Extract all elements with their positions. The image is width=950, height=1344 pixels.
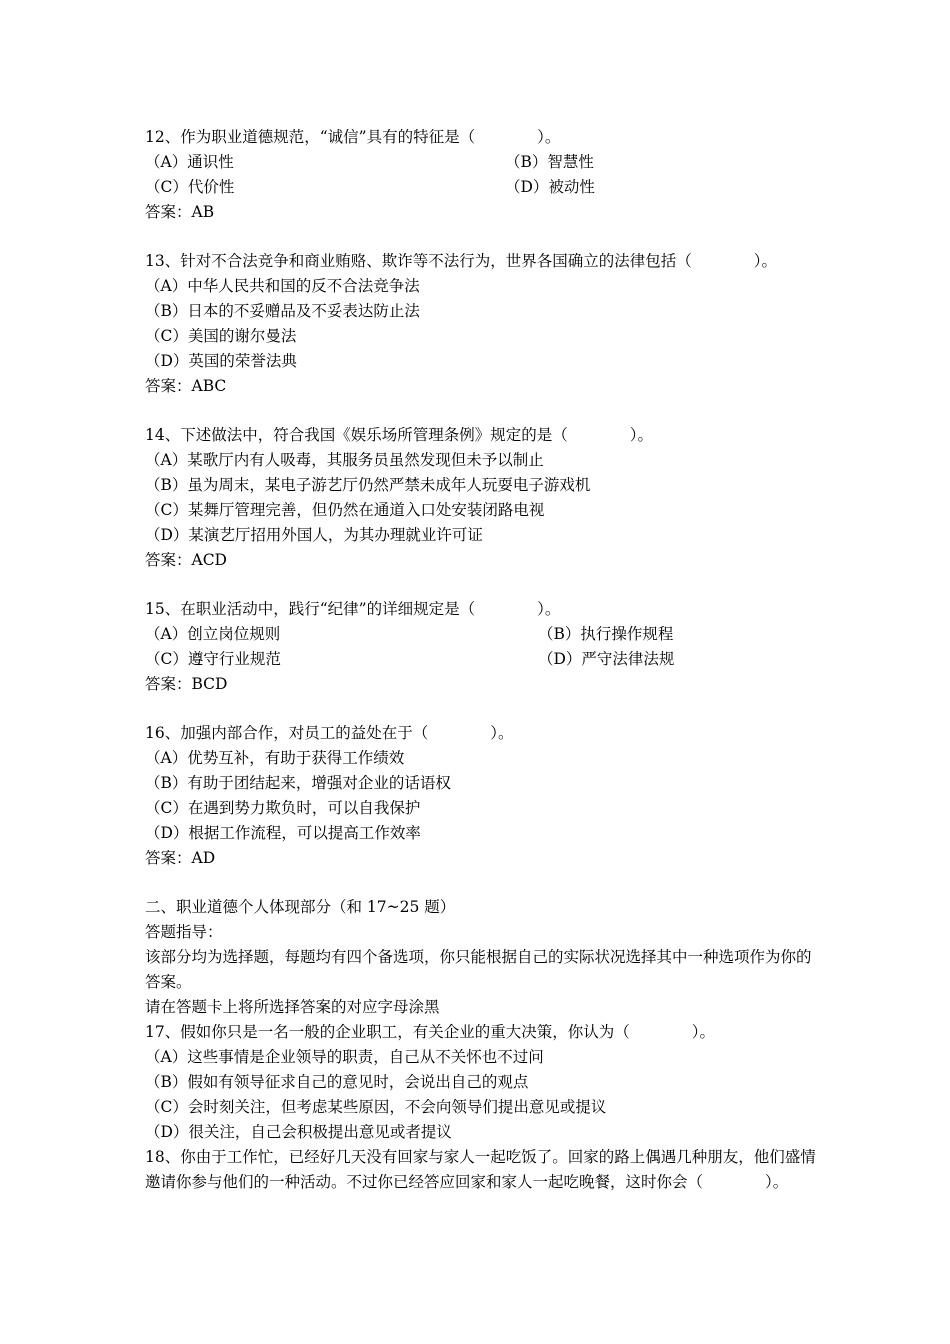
- guide-text: 该部分均为选择题，每题均有四个备选项，你只能根据自己的实际状况选择其中一种选项作为你的答案。: [145, 948, 812, 991]
- option-b: （B）虽为周末，某电子游艺厅仍然严禁未成年人玩耍电子游戏机: [145, 476, 591, 494]
- option-a: （A）某歌厅内有人吸毒，其服务员虽然发现但未予以制止: [145, 451, 544, 469]
- option-a: （A）这些事情是企业领导的职责，自己从不关怀也不过问: [145, 1048, 544, 1066]
- guide-label: 答题指导：: [145, 923, 223, 941]
- question-14-answer: 答案：ACD: [145, 551, 227, 569]
- question-13-answer: 答案：ABC: [145, 377, 227, 395]
- question-17-stem: 17、假如你只是一名一般的企业职工，有关企业的重大决策，你认为（ ）。: [145, 1023, 715, 1041]
- option-b: （B）假如有领导征求自己的意见时，会说出自己的观点: [145, 1073, 529, 1091]
- question-15-options-row-2: [145, 647, 825, 672]
- option-c: （C）美国的谢尔曼法: [145, 327, 297, 345]
- question-15-stem: 15、在职业活动中，践行“纪律”的详细规定是（ ）。: [145, 600, 561, 618]
- question-15-options-row-1: [145, 622, 825, 647]
- question-15-answer: 答案：BCD: [145, 675, 228, 693]
- option-a: （A）创立岗位规则: [145, 625, 281, 643]
- option-c: （C）代价性: [145, 178, 235, 196]
- option-d: （D）某演艺厅招用外国人，为其办理就业许可证: [145, 526, 483, 544]
- option-d: （D）很关注，自己会积极提出意见或者提议: [145, 1123, 452, 1141]
- question-16-stem: 16、加强内部合作，对员工的益处在于（ ）。: [145, 724, 514, 742]
- instruction-text: 请在答题卡上将所选择答案的对应字母涂黑: [145, 998, 440, 1016]
- option-c: （C）会时刻关注，但考虑某些原因，不会向领导们提出意见或提议: [145, 1098, 607, 1116]
- option-c: （C）遵守行业规范: [145, 650, 281, 668]
- option-c: （C）某舞厅管理完善，但仍然在通道入口处安装闭路电视: [145, 501, 545, 519]
- option-c: （C）在遇到势力欺负时，可以自我保护: [145, 799, 421, 817]
- option-a: （A）通识性: [145, 153, 234, 171]
- question-18-stem: 18、你由于工作忙，已经好几天没有回家与家人一起吃饭了。回家的路上偶遇几种朋友，他们盛情邀请你参与他们的一种活动。不过你已经答应回家和家人一起吃晚餐，这时你会（ ）。: [145, 1148, 816, 1191]
- option-a: （A）优势互补，有助于获得工作绩效: [145, 749, 405, 767]
- option-b: （B）智慧性: [505, 153, 594, 171]
- question-12-answer: 答案：AB: [145, 203, 215, 221]
- option-d: （D）严守法律法规: [538, 650, 675, 668]
- option-b: （B）执行操作规程: [538, 625, 674, 643]
- section-heading: 二、职业道德个人体现部分（和 17~25 题）: [145, 898, 456, 916]
- question-13-stem: 13、针对不合法竞争和商业贿赂、欺诈等不法行为，世界各国确立的法律包括（ ）。: [145, 252, 777, 270]
- question-16-answer: 答案：AD: [145, 849, 216, 867]
- option-b: （B）日本的不妥赠品及不妥表达防止法: [145, 302, 420, 320]
- option-a: （A）中华人民共和国的反不合法竞争法: [145, 277, 420, 295]
- option-b: （B）有助于团结起来，增强对企业的话语权: [145, 774, 451, 792]
- question-12-options-row-1: [145, 150, 825, 175]
- question-12-options-row-2: [145, 175, 825, 200]
- question-12-stem: 12、作为职业道德规范，“诚信”具有的特征是（ ）。: [145, 128, 561, 146]
- option-d: （D）根据工作流程，可以提高工作效率: [145, 824, 421, 842]
- question-14-stem: 14、下述做法中，符合我国《娱乐场所管理条例》规定的是（ ）。: [145, 426, 653, 444]
- document-body: [145, 125, 825, 1195]
- option-d: （D）英国的荣誉法典: [145, 352, 297, 370]
- option-d: （D）被动性: [505, 178, 595, 196]
